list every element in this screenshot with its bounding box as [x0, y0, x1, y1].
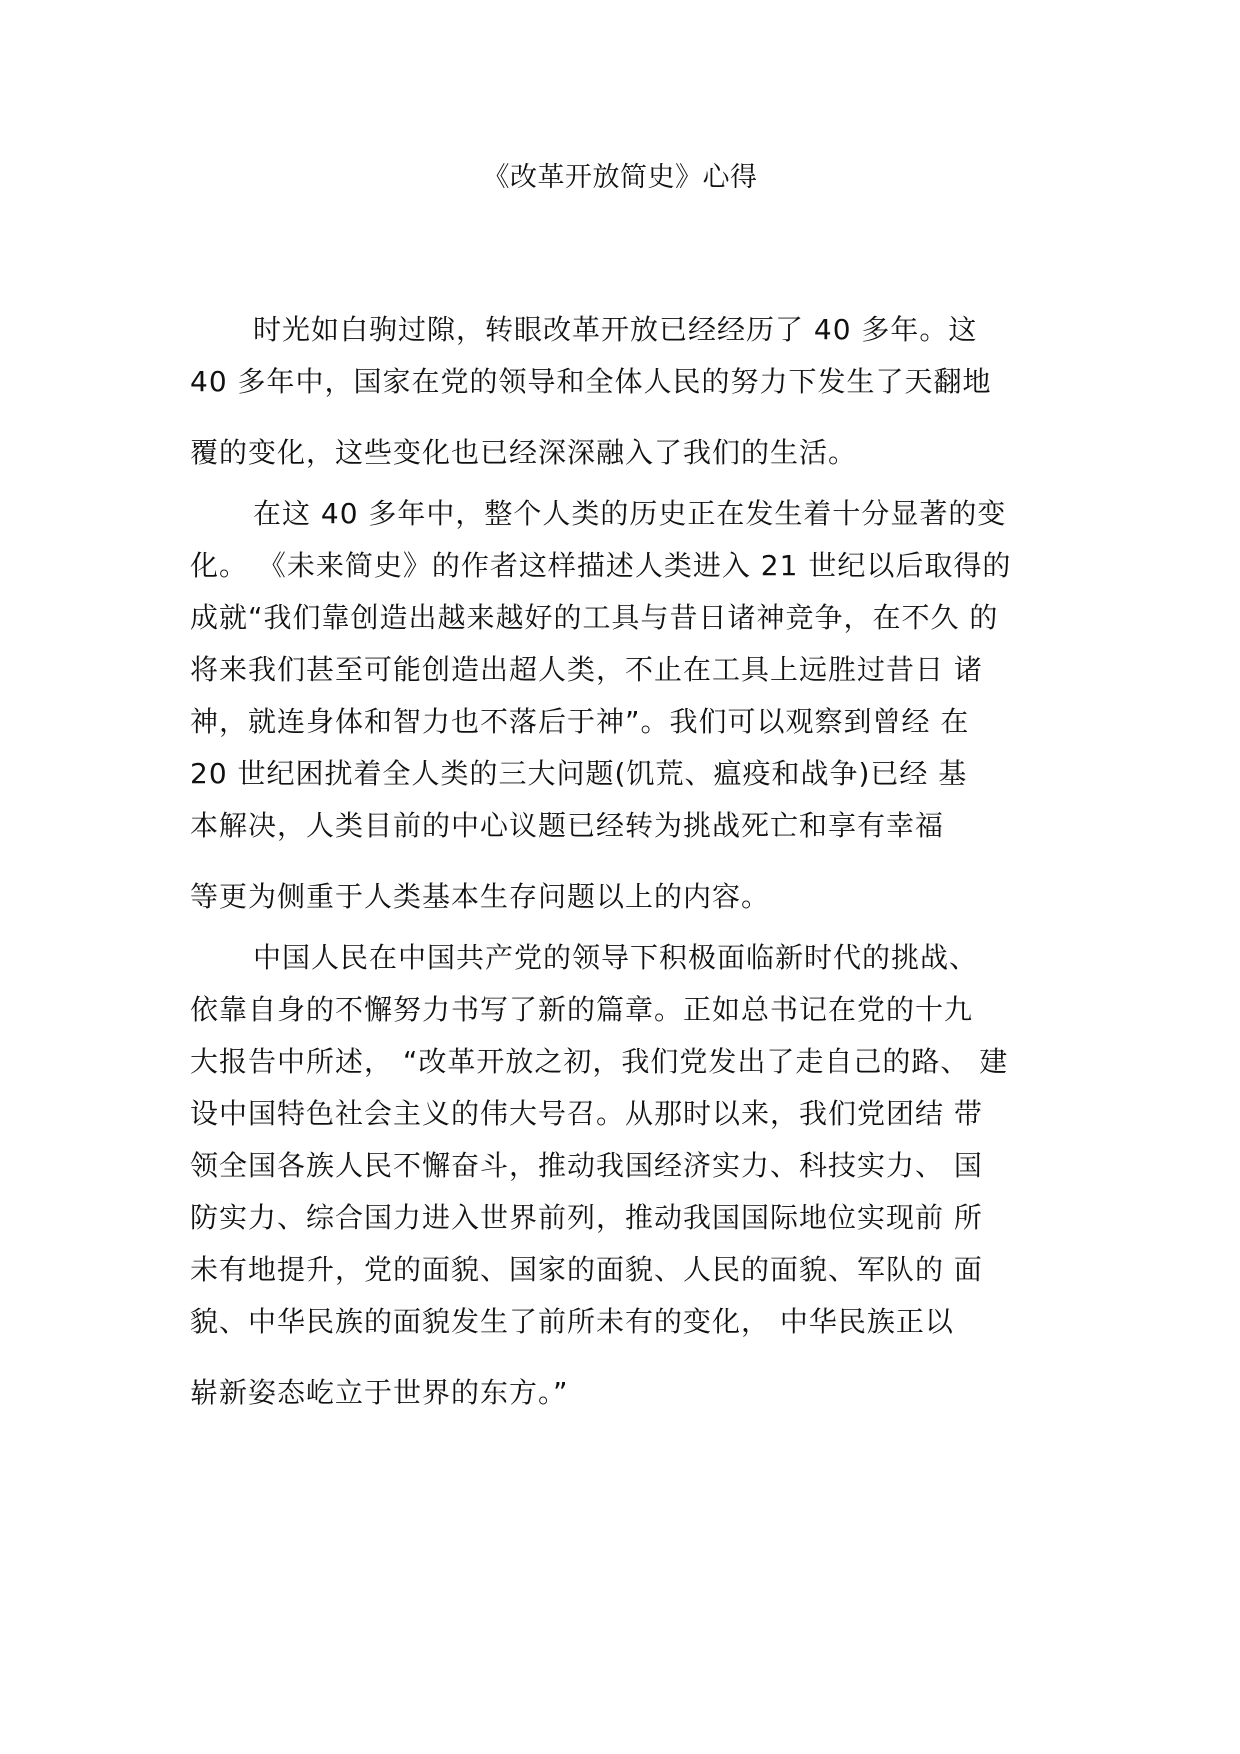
paragraph-2-line-2: 化。 《未来简史》的作者这样描述人类进入 21 世纪以后取得的 — [190, 549, 1012, 582]
paragraph-2-line-8: 等更为侧重于人类基本生存问题以上的内容。 — [190, 880, 771, 913]
paragraph-2-line-5: 神，就连身体和智力也不落后于神”。我们可以观察到曾经 在 — [190, 705, 970, 738]
paragraph-2-line-1: 在这 40 多年中，整个人类的历史正在发生着十分显著的变 — [253, 497, 1007, 530]
paragraph-3-line-1: 中国人民在中国共产党的领导下积极面临新时代的挑战、 — [253, 941, 979, 974]
paragraph-1-line-2: 40 多年中，国家在党的领导和全体人民的努力下发生了天翻地 — [190, 365, 992, 398]
paragraph-3-line-2: 依靠自身的不懈努力书写了新的篇章。正如总书记在党的十九 — [190, 993, 974, 1026]
paragraph-3-line-9: 崭新姿态屹立于世界的东方。” — [190, 1376, 569, 1409]
paragraph-2-line-6: 20 世纪困扰着全人类的三大问题(饥荒、瘟疫和战争)已经 基 — [190, 757, 968, 790]
paragraph-3-line-8: 貌、中华民族的面貌发生了前所未有的变化， 中华民族正以 — [190, 1305, 954, 1338]
paragraph-3-line-4: 设中国特色社会主义的伟大号召。从那时以来，我们党团结 带 — [190, 1097, 983, 1130]
paragraph-2-line-4: 将来我们甚至可能创造出超人类，不止在工具上远胜过昔日 诸 — [190, 653, 983, 686]
document-title: 《改革开放简史》心得 — [482, 162, 758, 193]
paragraph-3-line-7: 未有地提升，党的面貌、国家的面貌、人民的面貌、军队的 面 — [190, 1253, 983, 1286]
paragraph-2-line-3: 成就“我们靠创造出越来越好的工具与昔日诸神竞争，在不久 的 — [190, 601, 999, 634]
paragraph-3-line-5: 领全国各族人民不懈奋斗，推动我国经济实力、科技实力、 国 — [190, 1149, 983, 1182]
paragraph-1-line-1: 时光如白驹过隙，转眼改革开放已经经历了 40 多年。这 — [253, 313, 978, 346]
paragraph-3-line-6: 防实力、综合国力进入世界前列，推动我国国际地位实现前 所 — [190, 1201, 983, 1234]
paragraph-2-line-7: 本解决，人类目前的中心议题已经转为挑战死亡和享有幸福 — [190, 809, 945, 842]
paragraph-1-line-3: 覆的变化，这些变化也已经深深融入了我们的生活。 — [190, 436, 858, 469]
paragraph-3-line-3: 大报告中所述， “改革开放之初，我们党发出了走自己的路、 建 — [190, 1045, 1009, 1078]
